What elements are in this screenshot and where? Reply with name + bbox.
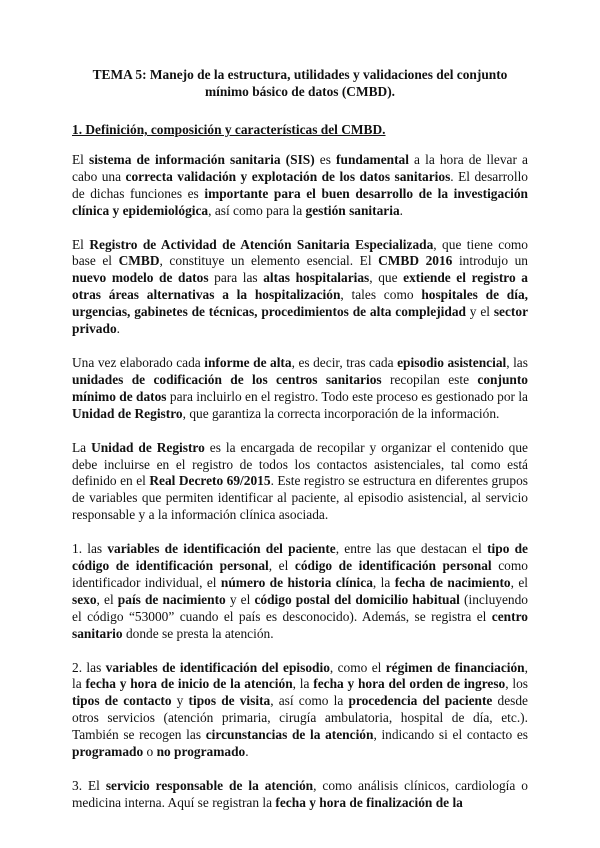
bold-text: unidades de codificación de los centros sanitarios <box>72 371 382 387</box>
bold-text: programado <box>72 744 144 760</box>
text-run: , es decir, tras cada <box>291 354 398 370</box>
text-run: , que <box>369 270 404 286</box>
text-run: 3. El <box>72 778 106 793</box>
bold-text: tipos de contacto <box>72 693 172 709</box>
text-run: es la encargada de recopilar y organizar el contenido que debe incluirse en el registro de todos los contactos asistenciales, tal como está definido en el <box>72 439 528 489</box>
text-run: , tales como <box>340 287 422 303</box>
bold-text: centro sanitario <box>72 608 528 641</box>
text-run: , el <box>96 591 118 607</box>
bold-text: conjunto mínimo de datos <box>72 371 529 404</box>
section-heading: 1. Definición, composición y características del CMBD. <box>72 122 386 137</box>
text-run: El <box>72 151 89 167</box>
bold-text: episodio asistencial <box>397 354 507 370</box>
bold-text: régimen de financiación <box>385 659 525 675</box>
text-run: , la <box>72 659 528 692</box>
text-run: , que garantiza la correcta incorporación de la información. <box>182 405 500 421</box>
bold-text: fecha y hora de finalización de la <box>275 794 463 810</box>
text-run: , que tiene como base el <box>72 236 529 269</box>
text-run: o <box>143 744 157 760</box>
text-run: introdujo un <box>452 253 529 269</box>
bold-text: código de identificación personal <box>294 558 492 574</box>
text-run: , indicando si el contacto es <box>373 727 528 743</box>
paragraph <box>72 355 528 423</box>
document-title: TEMA 5: Manejo de la estructura, utilidades y validaciones del conjunto mínimo básico de datos (CMBD). <box>92 67 508 99</box>
text-run: y el <box>465 304 494 320</box>
text-run: es <box>314 151 337 167</box>
text-run: , entre las que destacan el <box>335 541 488 557</box>
text-run: para incluirlo en el registro. Todo este proceso es gestionado por la <box>166 388 528 404</box>
bold-text: servicio responsable de la atención <box>105 778 314 793</box>
text-run: a la hora de llevar a cabo una <box>72 151 528 184</box>
text-run: y el <box>225 591 255 607</box>
bold-text: fecha y hora de inicio de la atención <box>85 676 293 692</box>
paragraph <box>72 660 528 761</box>
text-run: 1. las <box>72 541 108 557</box>
bold-text: tipo de código de identificación personal <box>72 541 528 574</box>
bold-text: fecha y hora del orden de ingreso <box>313 676 506 692</box>
paragraph <box>72 440 528 525</box>
bold-text: procedencia del paciente <box>348 693 493 709</box>
text-run: . <box>116 321 121 337</box>
document-body <box>72 152 528 812</box>
bold-text: variables de identificación del episodio <box>105 659 330 675</box>
bold-text: tipos de visita <box>188 693 271 709</box>
paragraph <box>72 541 528 642</box>
text-run: . El desarrollo de dichas funciones es <box>72 168 528 201</box>
bold-text: Registro de Actividad de Atención Sanitaria Especializada <box>89 236 434 252</box>
text-run: Una vez elaborado cada <box>72 354 205 370</box>
bold-text: gestión sanitaria <box>305 202 400 218</box>
text-run: , como el <box>329 659 386 675</box>
bold-text: no programado <box>156 744 246 760</box>
bold-text: nuevo modelo de datos <box>72 270 209 286</box>
bold-text: fundamental <box>336 151 409 167</box>
paragraph <box>72 778 528 812</box>
text-run: , constituye un elemento esencial. El <box>159 253 379 269</box>
bold-text: sexo <box>72 591 97 607</box>
text-run: . <box>245 744 249 760</box>
text-run: , así como la <box>270 693 349 709</box>
bold-text: altas hospitalarias <box>263 270 370 286</box>
paragraph <box>72 237 528 338</box>
bold-text: número de historia clínica <box>220 574 373 590</box>
bold-text: Unidad de Registro <box>91 439 205 455</box>
text-run: , la <box>372 574 395 590</box>
bold-text: país de nacimiento <box>117 591 226 607</box>
text-run: (incluyendo el código “53000” cuando el país es desconocido). Además, se registra el <box>72 591 528 624</box>
text-run: , los <box>505 676 529 692</box>
text-run: , como análisis clínicos, cardiología o medicina interna. Aquí se registran la <box>72 778 528 810</box>
bold-text: circunstancias de la atención <box>205 727 374 743</box>
text-run: El <box>72 236 90 252</box>
bold-text: Unidad de Registro <box>72 405 183 421</box>
text-run: , el <box>510 574 529 590</box>
bold-text: informe de alta <box>204 354 292 370</box>
bold-text: fecha de nacimiento <box>394 574 511 590</box>
text-run: . Este registro se estructura en diferentes grupos de variables que permiten identificar al paciente, al episodio asistencial, al servicio responsable y a la información clínica asociada. <box>72 473 528 523</box>
paragraph <box>72 152 528 220</box>
text-run: desde otros servicios (atención primaria, cirugía ambulatoria, hospital de día, etc.). También se recogen las <box>72 693 529 743</box>
bold-text: variables de identificación del paciente <box>107 541 336 557</box>
text-run: y <box>171 693 189 709</box>
bold-text: sector privado <box>72 304 529 337</box>
bold-text: CMBD <box>118 253 160 269</box>
text-run: 2. las <box>72 659 106 675</box>
bold-text: hospitales de día, urgencias, gabinetes de técnicas, procedimientos de alta complejidad <box>72 287 528 320</box>
bold-text: código postal del domicilio habitual <box>254 591 460 607</box>
bold-text: sistema de información sanitaria (SIS) <box>89 151 315 167</box>
bold-text: Real Decreto 69/2015 <box>149 473 271 489</box>
text-run: recopilan este <box>381 371 478 387</box>
text-run: , la <box>292 676 314 692</box>
text-run: La <box>72 439 92 455</box>
text-run: , así como para la <box>208 202 306 218</box>
bold-text: CMBD 2016 <box>378 253 453 269</box>
text-run: , el <box>268 558 295 574</box>
bold-text: importante para el buen desarrollo de la investigación clínica y epidemiológica <box>72 185 528 218</box>
text-run: como identificador individual, el <box>72 558 528 590</box>
text-run: . <box>399 202 404 218</box>
text-run: , las <box>506 354 528 370</box>
bold-text: correcta validación y explotación de los datos sanitarios <box>125 168 451 184</box>
bold-text: extiende el registro a otras áreas alternativas a la hospitalización <box>72 270 528 303</box>
text-run: para las <box>208 270 264 286</box>
text-run: donde se presta la atención. <box>122 625 274 641</box>
